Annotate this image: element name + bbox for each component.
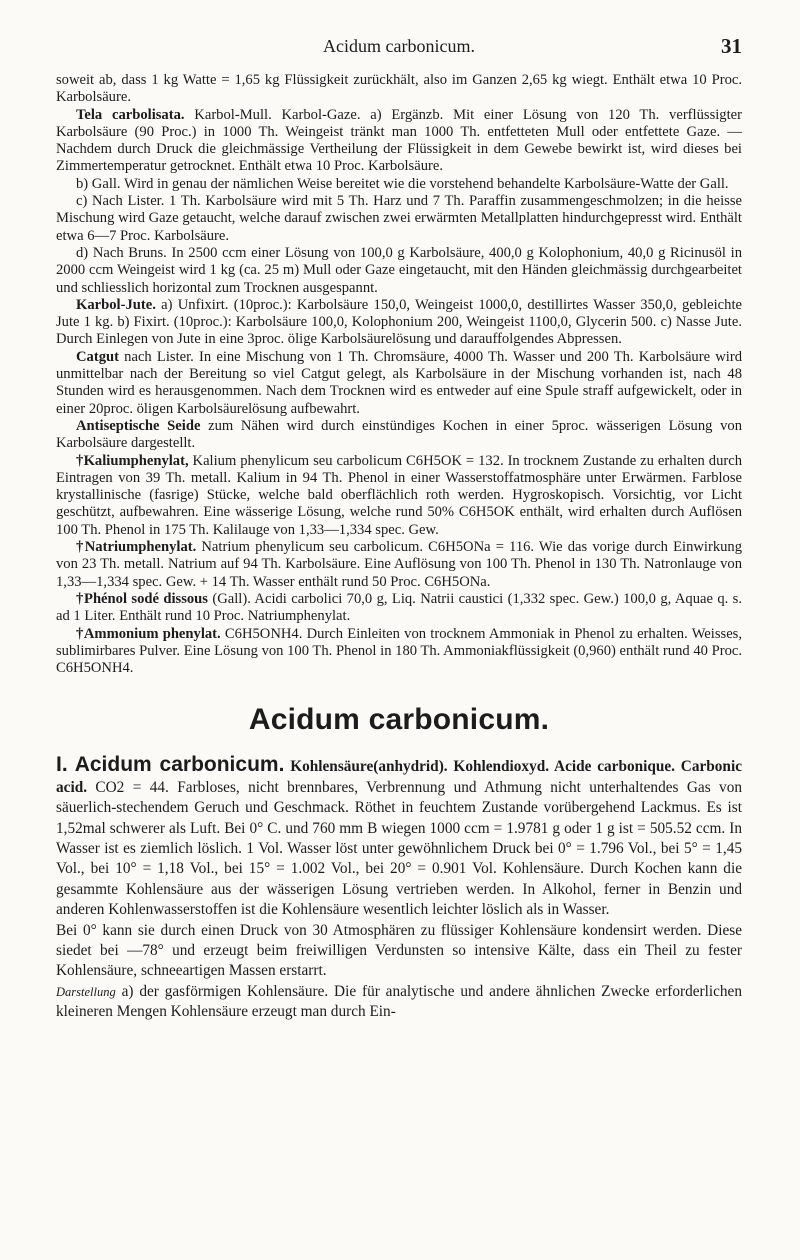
entry-title: †Natriumphenylat.	[76, 539, 197, 556]
entry-title: †Kaliumphenylat,	[76, 452, 189, 469]
entry-text: zum Nähen wird durch einstündiges Kochen in einer 5proc. wässerigen Lösung von Karbolsäure dargestellt.	[56, 417, 742, 452]
entry-tela-carbolisata	[56, 107, 742, 176]
paragraph-text: a) der gasförmigen Kohlensäure. Die für analytische und andere ähnlichen Zwecke erforderlichen kleineren Mengen Kohlensäure erzeugt man durch Ein-	[56, 982, 742, 1021]
entry-catgut	[56, 349, 742, 418]
entry-title: Catgut	[76, 348, 119, 365]
paragraph	[56, 755, 742, 920]
paragraph-text: CO2 = 44. Farbloses, nicht brennbares, Verbrennung und Athmung nicht unterhaltendes Gas von säuerlich-stechendem Geruch und Geschmack. Röthet in feuchtem Zustande vorübergehend Lackmus. Es ist 1,52mal schwerer als Luft. Bei 0° C. und 760 mm B wiegen 1000 ccm = 1.9781 g oder 1 g ist = 505.52 ccm. In Wasser ist es ziemlich löslich. 1 Vol. Wasser löst unter gewöhnlichem Druck bei 0° = 1.796 Vol., bei 5° = 1,45 Vol., bei 10° = 1,18 Vol., bei 15° = 1.002 Vol., bei 20° = 0.901 Vol. Kohlensäure. Durch Kochen kann die gesammte Kohlensäure aus der wässerigen Lösung vertrieben werden. In Alkohol, ferner in Benzin und anderen Kohlenwasserstoffen ist die Kohlensäure wesentlich leichter löslich als in Wasser.	[56, 778, 742, 919]
paragraph	[56, 176, 742, 193]
entry-natriumphenylat	[56, 539, 742, 591]
page-header	[56, 0, 742, 72]
entry-text: Kalium phenylicum seu carbolicum C6H5OK = 132. In trocknem Zustande zu erhalten durch Eintragen von 39 Th. metall. Kalium in 94 Th. Phenol in einer Wasserstoffatmosphäre unter Erwärmen. Farblose krystallinische (fasrige) Stücke, welche bald oberflächlich roth werden. Hygroskopisch. Vorsichtig, vor Licht geschützt, aufbewahren. Eine wässerige Lösung, welche rund 50% C6H5OK enthält, wird erhalten durch Auflösen 100 Th. Phenol in 175 Th. Kalilauge von 1,33—1,334 spec. Gew.	[56, 452, 742, 538]
paragraph-text: Bei 0° kann sie durch einen Druck von 30 Atmosphären zu flüssiger Kohlensäure kondensirt werden. Diese siedet bei —78° und erzeugt beim freiwilligen Verdunsten so intensive Kälte, dass ein Theil zu fester Kohlensäure, schneeartigen Massen erstarrt.	[56, 921, 742, 980]
entry-kaliumphenylat	[56, 453, 742, 539]
entry-text: a) Unfixirt. (10proc.): Karbolsäure 150,0, Weingeist 1000,0, destillirtes Wasser 350,0, gebleichte Jute 1 kg. b) Fixirt. (10proc.): Karbolsäure 100,0, Kolophonium 200, Weingeist 1100,0, Glycerin 500. c) Nasse Jute. Durch Einlegen von Jute in eine 3proc. ölige Karbolsäurelösung und darauffolgendes Abpressen.	[56, 296, 742, 348]
entry-text: Karbol-Mull. Karbol-Gaze. a) Ergänzb. Mit einer Lösung von 120 Th. verflüssigter Karbolsäure (90 Proc.) in 1000 Th. Weingeist tränkt man 1000 Th. entfetteten Mull oder entfettete Gaze. — Nachdem durch Druck die gleichmässige Vertheilung der Flüssigkeit in dem Gewebe bewirkt ist, wird dieses bei Zimmertemperatur getrocknet. Enthält etwa 10 Proc. Karbolsäure.	[56, 106, 742, 175]
paragraph	[56, 921, 742, 982]
paragraph	[56, 72, 742, 107]
entry-ammonium-phenylat	[56, 626, 742, 678]
paragraph-text: c) Nach Lister. 1 Th. Karbolsäure wird mit 5 Th. Harz und 7 Th. Paraffin zusammengeschmolzen; in die heisse Mischung wird Gaze getaucht, welche darauf zwischen zwei erwärmten Metallplatten hindurchgepresst wird. Enthält etwa 6—7 Proc. Karbolsäure.	[56, 193, 742, 244]
running-title: Acidum carbonicum.	[323, 36, 475, 56]
paragraph-text: soweit ab, dass 1 kg Watte = 1,65 kg Flüssigkeit zurückhält, also im Ganzen 2,65 kg wiegt. Enthält etwa 10 Proc. Karbolsäure.	[56, 72, 742, 106]
paragraph	[56, 193, 742, 245]
entry-phenol-sode	[56, 591, 742, 626]
entry-title: Tela carbolisata.	[76, 106, 185, 123]
section-body	[56, 755, 742, 1022]
entry-synonyms: Kohlensäure(anhydrid). Kohlendioxyd. Acide carbonique. Carbonic acid.	[56, 758, 742, 796]
entry-text: nach Lister. In eine Mischung von 1 Th. Chromsäure, 4000 Th. Wasser und 200 Th. Karbolsäure wird unmittelbar nach der Bereitung so viel Catgut gelegt, als Karbolsäure in der Mischung vorhanden ist, nach 48 Stunden wird es herausgenommen. Nach dem Trocknen wird es entweder auf eine Spule straff aufgewickelt, oder in einer 20proc. öligen Karbolsäurelösung aufbewahrt.	[56, 348, 742, 417]
entry-title: †Phénol sodé dissous	[76, 590, 208, 607]
entry-text: Natrium phenylicum seu carbolicum. C6H5ONa = 116. Wie das vorige durch Einwirkung von 23 Th. metall. Natrium auf 94 Th. Karbolsäure. Eine Auflösung von 100 Th. Phenol in 130 Th. Natronlauge von 1,33—1,334 spec. Gew. + 14 Th. Wasser enthält rund 50 Proc. C6H5ONa.	[56, 539, 743, 590]
subheading: Darstellung	[56, 984, 116, 999]
entry-karbol-jute	[56, 297, 742, 349]
entry-text: C6H5ONH4. Durch Einleiten von trocknem Ammoniak in Phenol zu erhalten. Weisses, sublimirbares Pulver. Eine Lösung von 100 Th. Phenol in 180 Th. Ammoniakflüssigkeit (0,960) enthält rund 40 Proc. C6H5ONH4.	[56, 625, 742, 677]
entry-text: (Gall). Acidi carbolici 70,0 g, Liq. Natrii caustici (1,332 spec. Gew.) 100,0 g, Aquae q. s. ad 1 Liter. Enthält rund 10 Proc. Natriumphenylat.	[56, 590, 742, 625]
entry-title: Antiseptische Seide	[76, 417, 201, 434]
entry-title: Karbol-Jute.	[76, 296, 156, 313]
entry-title: †Ammonium phenylat.	[76, 625, 221, 642]
paragraph	[56, 982, 742, 1023]
paragraph-text: b) Gall. Wird in genau der nämlichen Weise bereitet wie die vorstehend behandelte Karbolsäure-Watte der Gall.	[76, 175, 729, 192]
paragraph	[56, 245, 742, 297]
entry-antiseptische-seide	[56, 418, 742, 453]
top-entries	[56, 72, 742, 677]
paragraph-text: d) Nach Bruns. In 2500 ccm einer Lösung von 100,0 g Karbolsäure, 400,0 g Kolophonium, 40,0 g Ricinusöl in 2000 ccm Weingeist wird 1 kg (ca. 25 m) Mull oder Gaze eingetaucht, mit den Händen gleichmässig durchgearbeitet und schliesslich horizontal zum Trocknen ausgespannt.	[56, 244, 742, 296]
page-number: 31	[721, 34, 742, 58]
section-title: Acidum carbonicum.	[248, 703, 550, 737]
entry-lead: I. Acidum carbonicum.	[56, 753, 285, 777]
